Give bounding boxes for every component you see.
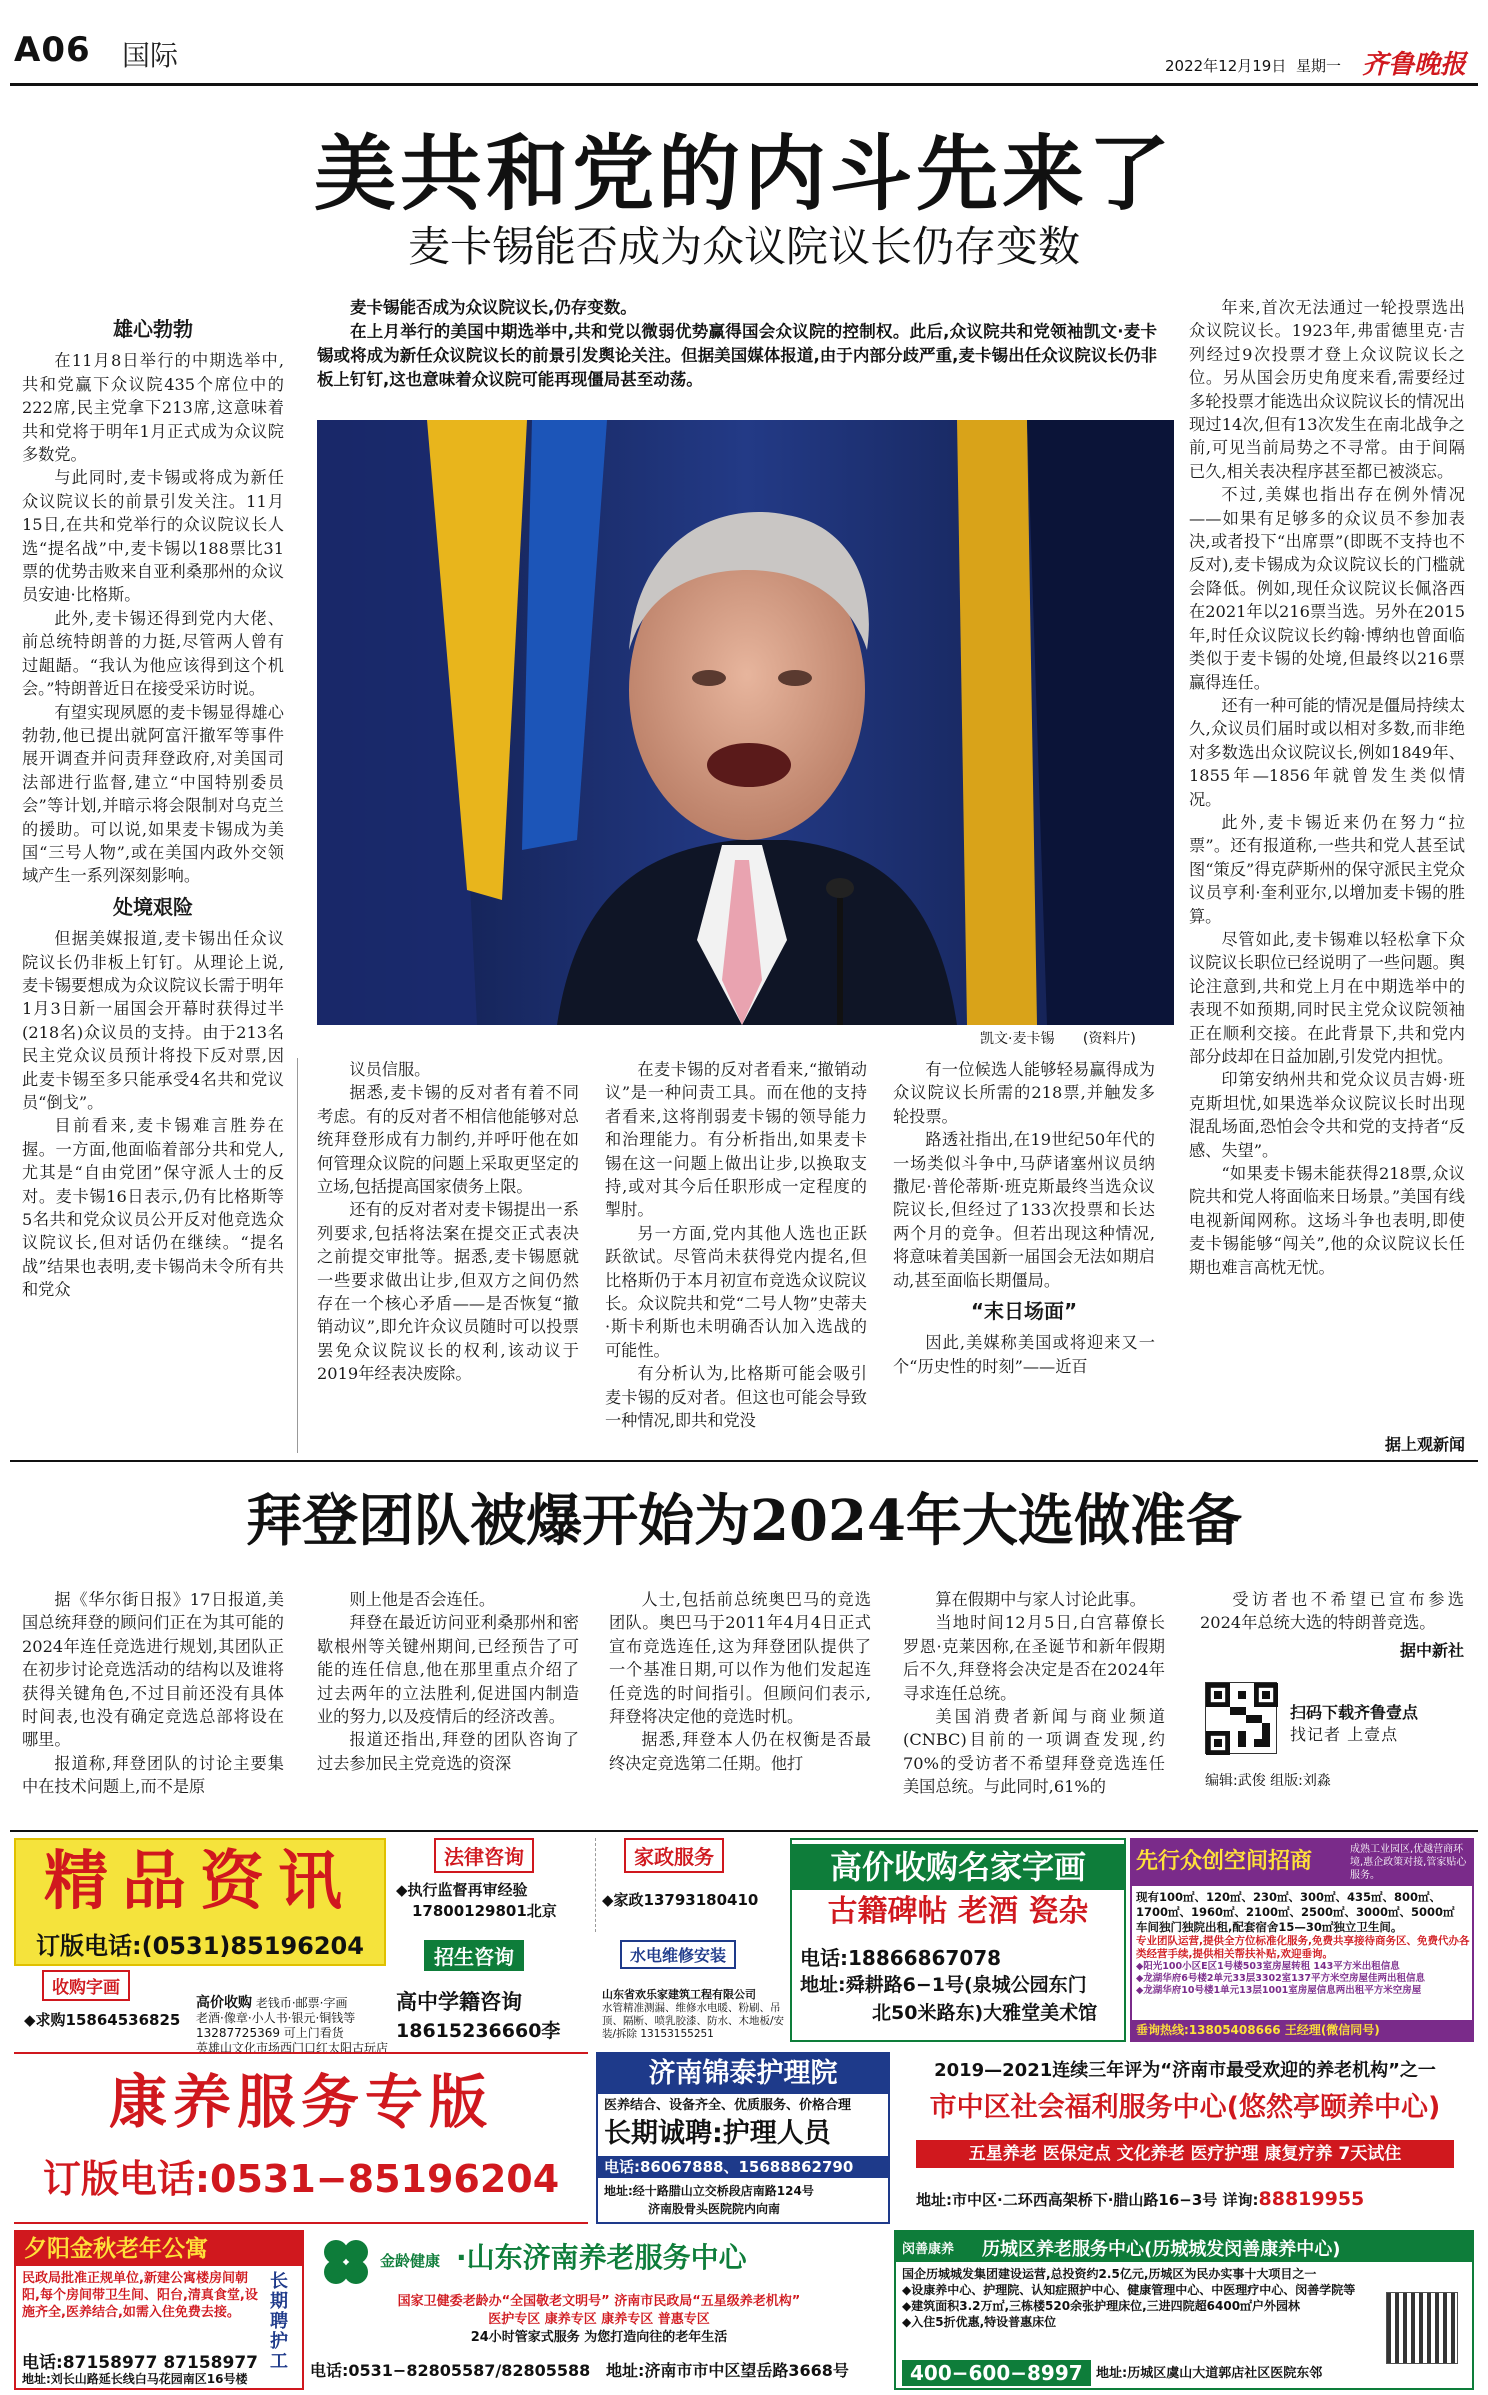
subhead-ambition: 雄心勃勃 (113, 317, 193, 341)
article1-column-1 (22, 318, 284, 1456)
ad-enroll-title: 招生咨询 (424, 1940, 524, 1971)
article2-column-4 (903, 1588, 1165, 1806)
ad-law (396, 1838, 596, 1932)
ad-jintai-tel: 电话:86067888、15688862790 (598, 2156, 888, 2178)
photo-mccarthy (317, 420, 1174, 1025)
paragraph: 在麦卡锡的反对者看来,“撤销动议”是一种问责工具。而在他的支持者看来,这将削弱麦卡锡的领导能力和治理能力。有分析指出,如果麦卡锡在这一问题上做出让步,以换取支持,或对其今后任职形成一定程度的掣肘。 (605, 1060, 867, 1220)
ad-fuli (896, 2052, 1474, 2224)
ad-jinling-brand: 金龄健康 (380, 2252, 441, 2270)
ad-lixia-l4: ◆入住5折优惠,特设普惠床位 (902, 2315, 1057, 2329)
ad-plumbing-title: 水电维修安装 (620, 1940, 736, 1969)
header-rule (10, 83, 1478, 86)
ad-jintai-addr2: 济南股骨头医院院内向南 (648, 2202, 781, 2216)
ad-jinling-l1: 国家卫健委老龄办“全国敬老文明号” 济南市民政局“五星级养老机构” (397, 2294, 801, 2309)
ad-jinling-l2: 医护专区 康养专区 康养专区 普惠专区 (488, 2312, 710, 2327)
ad-lixia-l3: ◆建筑面积3.2万㎡,三栋楼520余张护理床位,三进四院超6400㎡户外园林 (902, 2299, 1301, 2313)
column-rule (297, 1058, 298, 1453)
caption-source: (资料片) (1082, 1031, 1136, 1047)
ad-xianxing-tel: 垂询热线:13805408666 王经理(微信同号) (1132, 2020, 1472, 2040)
article1-column-2 (317, 1058, 579, 1456)
ad-builder (602, 1986, 786, 2042)
paragraph: 算在假期中与家人讨论此事。 (935, 1590, 1146, 1609)
ad-enroll-tag (424, 1940, 574, 1976)
paragraph: 据《华尔街日报》17日报道,美国总统拜登的顾问们正在为其可能的2024年连任竞选进行规划,其团队正在初步讨论竞选活动的结构以及谁将获得关键角色,不过目前还没有具体时间表,也没有确定竞选总部将设在哪里。 (22, 1590, 284, 1750)
subheadline: 麦卡锡能否成为众议院议长仍存变数 (407, 222, 1080, 271)
paragraph: 拜登在最近访问亚利桑那州和密歇根州等关键州期间,已经预告了可能的连任信息,他在那里重点介绍了过去两年的立法胜利,促进国内制造业的努力,以及疫情后的经济改善。 (317, 1613, 579, 1727)
ad-xianxing-l6: ◆龙湖华府6号楼2单元33层3302室137平方米空房屋佳两出租信息 (1136, 1973, 1426, 1984)
page-number: A06 (14, 30, 91, 70)
paragraph: 在11月8日举行的中期选举中,共和党赢下众议院435个席位中的222席,民主党拿下213席,这意味着共和党将于明年1月正式成为众议院多数党。 (22, 351, 284, 465)
ad-xianxing-title: 先行众创空间招商 (1136, 1849, 1313, 1874)
paragraph: 目前看来,麦卡锡难言胜券在握。一方面,他面临着部分共和党人,尤其是“自由党团”保守派人士的反对。麦卡锡16日表示,仍有比格斯等5名共和党众议员公开反对他竞选众议院议长,但对话仍在继续。“提名战”结果也表明,麦卡锡尚未令所有共和党众 (22, 1116, 284, 1300)
paper-logo: 齐鲁晚报 (1362, 50, 1467, 80)
paragraph: 另一方面,党内其他人选也正跃跃欲试。尽管尚未获得党内提名,但比格斯仍于本月初宣布竞选众议院议长。众议院共和党“二号人物”史蒂夫·斯卡利斯也未明确否认加入选战的可能性。 (605, 1223, 867, 1360)
paragraph: 则上他是否会连任。 (349, 1590, 496, 1609)
paragraph: 人士,包括前总统奥巴马的竞选团队。奥巴马于2011年4月4日正式宣布竞选连任,这为拜登团队提供了一个基准日期,可以作为他们发起连任竞选的时间指引。但顾问们表示,拜登将决定他的竞选时机。 (609, 1590, 871, 1727)
ad-calligraphy-addr2: 北50米路东)大雅堂美术馆 (872, 2002, 1098, 2024)
ad-xianxing-sub: 成熟工业园区,优越营商环境,惠企政策对接,管家贴心服务。 (1350, 1844, 1467, 1881)
qr-code[interactable] (1205, 1682, 1277, 1754)
clover-icon (318, 2234, 374, 2290)
qr-caption-1: 扫码下载齐鲁壹点 (1290, 1703, 1419, 1722)
ad-shougou-title: 收购字画 (42, 1970, 130, 2001)
ad-gaojia-addr: 英雄山文化市场西门口红太阳古玩店 (196, 2041, 389, 2055)
ad-jinling-title: ·山东济南养老服务中心 (456, 2241, 747, 2274)
ad-housekeeping (602, 1838, 782, 1932)
paragraph: 路透社指出,在19世纪50年代的一场类似斗争中,马萨诸塞州议员纳撒尼·普伦蒂斯·班克斯最终当选众议院议长,但经过了133次投票和长达两个月的竞争。但若出现这种情况,将意味着美国新一届国会无法如期启动,甚至面临长期僵局。 (893, 1130, 1155, 1290)
ad-plumbing-tag (620, 1940, 770, 1976)
article1-column-4 (893, 1058, 1155, 1456)
ad-shougou-tel: ◆求购15864536825 (24, 2011, 181, 2029)
ad-jingpin (14, 1838, 386, 1966)
ad-jinling-l3: 24小时管家式服务 为您打造向往的老年生活 (470, 2330, 728, 2345)
paragraph: 据悉,拜登本人仍在权衡是否最终决定竞选第二任期。他打 (609, 1730, 871, 1773)
ad-xianxing (1130, 1838, 1474, 2042)
ad-calligraphy-sub: 古籍碑帖 老酒 瓷杂 (827, 1894, 1089, 1929)
ad-xianxing-l5: ◆阳光100小区E区1号楼503室房屋转租 143平方米出租信息 (1136, 1961, 1400, 1972)
ad-shougou (14, 1970, 190, 2036)
headline-2: 拜登团队被爆开始为2024年大选做准备 (246, 1488, 1242, 1554)
headline: 美共和党的内斗先来了 (313, 126, 1174, 222)
ad-jinling-tel: 电话:0531−82805587/82805588 (310, 2361, 591, 2380)
article1-source: 据上观新闻 (1384, 1435, 1465, 1454)
column-1-paras-a (22, 349, 284, 887)
paragraph: 但据美媒报道,麦卡锡出任众议院议长仍非板上钉钉。从理论上说,麦卡锡要想成为众议院议长需于明年1月3日新一届国会开幕时获得过半(218名)众议员的支持。由于213名民主党众议员预计将投下反对票,因此麦卡锡至多只能承受4名共和党议员“倒戈”。 (22, 929, 284, 1112)
qr-caption-2: 找记者 上壹点 (1290, 1725, 1399, 1744)
ad-lixia (894, 2230, 1474, 2390)
paragraph: 当地时间12月5日,白宫幕僚长罗恩·克莱因称,在圣诞节和新年假期后不久,拜登将会决定是否在2024年寻求连任总统。 (903, 1613, 1165, 1703)
clover-logo (318, 2234, 374, 2290)
ad-xianxing-l1: 现有100㎡、120㎡、230㎡、300㎡、435㎡、800㎡、 (1136, 1890, 1442, 1904)
ad-fuli-top: 2019—2021连续三年评为“济南市最受欢迎的养老机构”之一 (934, 2060, 1436, 2081)
ad-law-tel: 17800129801北京 (412, 1902, 557, 1920)
editor-credit: 编辑:武俊 组版:刘淼 (1205, 1773, 1331, 1789)
lead (317, 296, 1157, 392)
portrait-illustration (317, 420, 1174, 1025)
ad-housekeeping-title: 家政服务 (624, 1838, 724, 1873)
ad-jintai-addr1: 地址:经十路腊山立交桥段店南路124号 (604, 2184, 814, 2198)
ad-fuli-tel: 88819955 (1258, 2188, 1365, 2210)
paragraph: 美国消费者新闻与商业频道(CNBC)目前的一项调查发现,约70%的受访者不希望拜登竞选连任美国总统。与此同时,61%的 (903, 1707, 1165, 1797)
ad-calligraphy-addr1: 地址:舜耕路6−1号(泉城公园东门 (800, 1974, 1087, 1996)
ad-gaozhong-title: 高中学籍咨询 (396, 1990, 522, 2014)
ad-lixia-brand: 闵善康养 (902, 2242, 955, 2257)
ad-lixia-title: 历城区养老服务中心(历城城发闵善康养中心) (982, 2239, 1341, 2260)
ad-jintai-slogan: 长期诚聘:护理人员 (604, 2118, 831, 2149)
ad-jinling (310, 2230, 888, 2390)
ad-xianxing-l7: ◆龙湖华府10号楼1单元13层1001室房屋信息两出租平方米空房屋 (1136, 1985, 1422, 1996)
paragraph: 不过,美媒也指出存在例外情况——如果有足够多的众议员不参加表决,或者投下“出席票”(即既不支持也不反对),麦卡锡成为众议院议长的门槛就会降低。例如,现任众议院议长佩洛西在2021年以216票当选。另外在2015年,时任众议院议长约翰·博纳也曾面临类似于麦卡锡的处境,但最终以216票赢得连任。 (1189, 485, 1465, 692)
ad-gaojia-items: 老钱币·邮票·字画 (255, 1996, 348, 2010)
ad-rule (10, 1830, 1478, 1832)
ad-xianxing-lines (1136, 1890, 1470, 1997)
ad-calligraphy-title: 高价收购名家字画 (792, 1844, 1124, 1890)
ad-xiyang-tel: 电话:87158977 87158977 (22, 2353, 258, 2373)
article2-column-5 (1200, 1588, 1464, 1638)
paragraph: 尽管如此,麦卡锡难以轻松拿下众议院议长职位已经说明了一些问题。舆论注意到,共和党上月在中期选举中的表现不如预期,同时民主党众议院领袖正在顺利交接。在此背景下,共和党内部分歧却在日益加剧,引发党内担忧。 (1189, 929, 1465, 1066)
ad-gaojia-items2: 老酒·像章·小人书·银元·铜钱等 (196, 2011, 356, 2025)
ad-xiyang-side: 长期聘护工 (270, 2271, 288, 2372)
article1-column-5 (1189, 296, 1465, 1430)
article1-column-3 (605, 1058, 867, 1456)
subhead-end: “末日场面” (970, 1299, 1078, 1324)
subhead-dilemma: 处境艰险 (113, 894, 193, 919)
paragraph: 印第安纳州共和党众议员吉姆·班克斯坦忧,如果选举众议院议长时出现混乱场面,恐怕会令共和党的支持者“反感、失望”。 (1189, 1070, 1465, 1160)
paragraph: 有望实现夙愿的麦卡锡显得雄心勃勃,他已提出就阿富汗撤军等事件展开调查并问责拜登政府,对美国司法部进行监督,建立“中国特别委员会”等计划,并暗示将会限制对乌克兰的援助。可以说,如果麦卡锡成为美国“三号人物”,或在美国内政外交领域产生一系列深刻影响。 (22, 702, 284, 886)
paragraph: “如果麦卡锡未能获得218票,众议院共和党人将面临来日场景。”美国有线电视新闻网称。这场斗争也表明,即使麦卡锡能够“闯关”,他的众议院议长任期也难言高枕无忧。 (1189, 1164, 1465, 1277)
column-4-paras (893, 1058, 1155, 1292)
ad-calligraphy-tel: 电话:18866867078 (800, 1946, 1002, 1970)
ad-fuli-tags: 五星养老 医保定点 文化养老 医疗护理 康复疗养 7天试住 (916, 2140, 1454, 2168)
paragraph: 还有的反对者对麦卡锡提出一系列要求,包括将法案在提交正式表决之前提交审批等。据悉,麦卡锡愿就一些要求做出让步,但双方之间仍然存在一个核心矛盾——是否恢复“撤销动议”,即允许众议员随时可以投票罢免众议院议长的权利,该动议于2019年经表决废除。 (317, 1200, 579, 1384)
ad-jingpin-tel: 订版电话:(0531)85196204 (36, 1932, 364, 1960)
photo-caption (980, 1028, 1136, 1048)
ad-xianxing-l3: 车间独门独院出租,配套宿舍15—30㎡独立卫生间。 (1136, 1920, 1403, 1934)
ad-jintai-sub: 医养结合、设备齐全、优质服务、价格合理 (604, 2098, 852, 2113)
paragraph: 报道称,拜登团队的讨论主要集中在技术问题上,而不是原 (22, 1753, 284, 1797)
ad-jintai (596, 2052, 890, 2224)
ad-jinling-addr: 地址:济南市市中区望岳路3668号 (606, 2361, 849, 2380)
ad-builder-title: 山东省欢乐家建筑工程有限公司 (602, 1988, 756, 2001)
ad-gaojia-title: 高价收购 (196, 1995, 252, 2011)
ad-kangyang-tel: 订版电话:0531−85196204 (42, 2157, 560, 2201)
ad-jingpin-title: 精品资讯 (44, 1844, 356, 1919)
article2-column-1 (22, 1588, 284, 1806)
ad-fuli-addr (916, 2188, 1364, 2210)
paragraph: 有一位候选人能够轻易赢得成为众议院议长所需的218票,并触发多轮投票。 (893, 1060, 1155, 1126)
ad-builder-desc: 水管精准测漏、维修水电暖、粉刷、吊顶、隔断、喷乳胶漆、防水、木地板/安装/拆除 13153155251 (602, 2002, 785, 2040)
ad-jintai-title: 济南锦泰护理院 (598, 2054, 888, 2094)
article2-source: 据中新社 (1399, 1641, 1464, 1660)
ad-kangyang (14, 2052, 588, 2224)
lead-second: 在上月举行的美国中期选举中,共和党以微弱优势赢得国会众议院的控制权。此后,众议院共和党领袖凯文·麦卡锡或将成为新任众议院议长的前景引发舆论关注。但据美国媒体报道,由于内部分歧严重,麦卡锡出任众议院议长仍非板上钉钉,这也意味着众议院可能再现僵局甚至动荡。 (317, 322, 1157, 389)
article2-column-2 (317, 1588, 579, 1806)
ad-housekeeping-line: ◆家政13793180410 (602, 1891, 759, 1909)
caption-name: 凯文·麦卡锡 (980, 1031, 1055, 1047)
ad-lixia-tel: 400−600−8997 (902, 2360, 1091, 2386)
ad-lixia-l2: ◆设康养中心、护理院、认知症照护中心、健康管理中心、中医理疗中心、闵善学院等 (902, 2283, 1356, 2297)
paragraph: 还有一种可能的情况是僵局持续太久,众议员们届时或以相对多数,而非绝对多数选出众议院议长,例如1849年、1855年—1856年就曾发生类似情况。 (1189, 695, 1465, 809)
ad-gaojia (196, 1995, 392, 2055)
paragraph: 议员信服。 (349, 1060, 431, 1079)
ad-xiyang-addr: 地址:刘长山路延长线白马花园南区16号楼 (22, 2372, 248, 2386)
section-rule (10, 1460, 1478, 1462)
qr-pattern (1206, 1683, 1278, 1755)
weekday: 星期一 (1296, 57, 1342, 75)
issue-date: 2022年12月19日 (1165, 57, 1287, 75)
ad-fuli-addr-text: 地址:市中区·二环西高架桥下·腊山路16−3号 详询: (916, 2191, 1259, 2209)
paragraph: 此外,麦卡锡近来仍在努力“拉票”。还有报道称,一些共和党人甚至试图“策反”得克萨斯州的保守派民主党众议员亨利·奎利亚尔,以增加麦卡锡的胜算。 (1189, 812, 1465, 926)
ad-gaozhong (396, 1986, 596, 2042)
ad-xianxing-l4: 专业团队运营,提供全方位标准化服务,免费共享接待商务区、免费代办各类经营手续,提供相关帮扶补贴,欢迎垂询。 (1136, 1935, 1470, 1960)
ad-lixia-body (902, 2266, 1358, 2330)
ad-lixia-qr[interactable] (1386, 2292, 1458, 2364)
ad-gaojia-body (196, 1996, 392, 2056)
ad-gaojia-tel: 13287725369 可上门看货 (196, 2026, 344, 2040)
ad-xiyang-body: 民政局批准正规单位,新建公寓楼房间朝阳,每个房间带卫生间、阳台,清真食堂,设施齐全,医养结合,如需入住免费去接。 (22, 2271, 258, 2320)
ad-calligraphy (790, 1838, 1126, 2042)
paragraph: 与此同时,麦卡锡或将成为新任众议院议长的前景引发关注。11月15日,在共和党举行的众议院议长人选“提名战”中,麦卡锡以188票比31票的优势击败来自亚利桑那州的众议员安迪·比格斯。 (22, 468, 284, 605)
ad-xianxing-l2: 1700㎡、1960㎡、2100㎡、2500㎡、3000㎡、5000㎡ (1136, 1905, 1455, 1919)
article2-column-3 (609, 1588, 871, 1806)
paragraph: 年来,首次无法通过一轮投票选出众议院议长。1923年,弗雷德里克·吉列经过9次投票才登上众议院议长之位。另从国会历史角度来看,需要经过多轮投票才能选出众议院议长的情况出现过14次,但有13次发生在南北战争之前,可见当前局势之不寻常。由于间隔已久,相关表决程序甚至都已被淡忘。 (1189, 298, 1465, 481)
section-name: 国际 (122, 39, 179, 72)
paragraph: 受访者也不希望已宣布参选2024年总统大选的特朗普竞选。 (1200, 1590, 1464, 1633)
ad-law-line: ◆执行监督再审经验 (396, 1881, 528, 1899)
ad-lixia-addr: 地址:历城区虞山大道郭店社区医院东邻 (1096, 2366, 1323, 2381)
paragraph: 有分析认为,比格斯可能会吸引麦卡锡的反对者。但这也可能会导致一种情况,即共和党没 (605, 1364, 867, 1431)
ad-gaozhong-tel: 18615236660李 (396, 2020, 561, 2042)
ad-law-title: 法律咨询 (434, 1838, 534, 1873)
ad-xiyang (14, 2230, 304, 2390)
ad-kangyang-title: 康养服务专版 (108, 2068, 493, 2136)
ad-xiyang-title: 夕阳金秋老年公寓 (16, 2232, 302, 2266)
paragraph: 此外,麦卡锡还得到党内大佬、前总统特朗普的力挺,尽管两人曾有过龃龉。“我认为他应该得到这个机会。”特朗普近日在接受采访时说。 (22, 608, 284, 699)
column-1-paras-b (22, 927, 284, 1302)
column-4-tail: 因此,美媒称美国或将迎来又一个“历史性的时刻”——近百 (893, 1333, 1155, 1376)
ad-lixia-l1: 国企历城城发集团建设运营,总投资约2.5亿元,历城区为民办实事十大项目之一 (902, 2267, 1317, 2281)
ad-fuli-title: 市中区社会福利服务中心(悠然亭颐养中心) (929, 2092, 1441, 2123)
paragraph: 报道还指出,拜登的团队咨询了过去参加民主党竞选的资深 (317, 1730, 579, 1773)
paragraph: 据悉,麦卡锡的反对者有着不同考虑。有的反对者不相信他能够对总统拜登形成有力制约,并呼吁他在如何管理众议院的问题上采取更坚定的立场,包括提高国家债务上限。 (317, 1083, 579, 1197)
lead-first: 麦卡锡能否成为众议院议长,仍存变数。 (350, 298, 637, 317)
